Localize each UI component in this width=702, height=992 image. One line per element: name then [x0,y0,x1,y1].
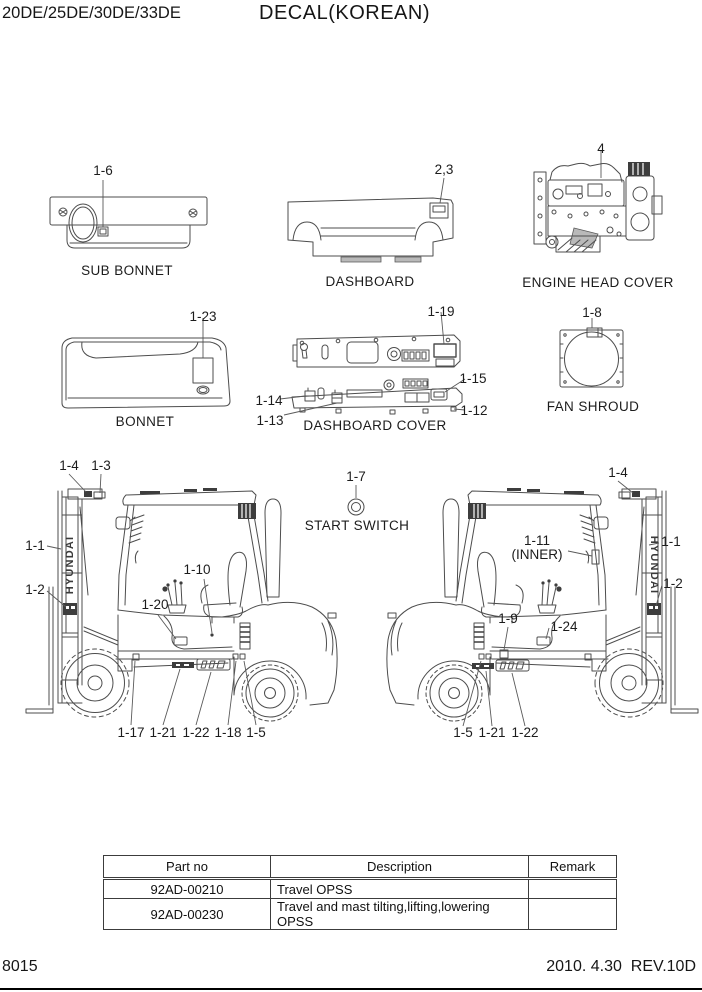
forklift-views-drawing [22,455,702,747]
callout-1-24: 1-24 [550,619,578,634]
callout-1-4-right: 1-4 [608,465,628,480]
mast-brand-text-right: HYUNDAI [648,535,661,595]
mast-brand-text-left: HYUNDAI [63,535,76,595]
start-switch-icon [348,485,364,515]
fan-shroud-drawing [552,318,687,400]
table-row [104,879,617,899]
callout-1-13: 1-13 [256,413,284,428]
callout-2-3: 2,3 [434,162,454,177]
callout-4: 4 [597,141,605,156]
cell-part-no: 92AD-00230 [104,899,271,930]
callout-1-4: 1-4 [59,458,79,473]
header-description: Description [271,856,529,879]
callout-1-14: 1-14 [255,393,283,408]
start-switch-caption: START SWITCH [304,518,410,533]
callout-1-3: 1-3 [91,458,111,473]
callout-1-18: 1-18 [214,725,242,740]
callout-1-2-right: 1-2 [663,576,683,591]
callout-1-11: 1-11 [523,533,551,548]
parts-table-header-row [104,856,617,879]
cell-remark [529,899,617,930]
revision-date: 2010. 4.30 REV.10D [546,958,696,975]
callout-1-5: 1-5 [246,725,266,740]
sub-bonnet-drawing [40,180,220,268]
model-code: 20DE/25DE/30DE/33DE [2,4,181,22]
cell-remark [529,879,617,899]
header-part-no: Part no [104,856,271,879]
callout-1-11-inner: (INNER) [511,547,563,562]
forklift-right-view [387,481,698,726]
callout-1-21: 1-21 [149,725,177,740]
page-title: DECAL(KOREAN) [259,2,430,24]
dashboard-cover-caption: DASHBOARD COVER [303,418,447,433]
cell-description: Travel OPSS [271,879,529,899]
callout-1-23: 1-23 [189,309,217,324]
dashboard-cover-drawing [252,312,468,433]
bonnet-caption: BONNET [115,414,175,429]
cell-description: Travel and mast tilting,lifting,lowering OPSS [271,899,529,930]
engine-head-cover-drawing [528,150,668,263]
callout-1-12: 1-12 [460,403,488,418]
header-remark: Remark [529,856,617,879]
callout-1-8: 1-8 [582,305,602,320]
callout-1-2: 1-2 [25,582,45,597]
callout-1-6: 1-6 [93,163,113,178]
dashboard-caption: DASHBOARD [325,274,415,289]
callout-1-9: 1-9 [498,611,518,626]
table-row [104,899,617,930]
callout-1-1-right: 1-1 [661,534,681,549]
callout-1-15: 1-15 [459,371,487,386]
callout-1-22-right: 1-22 [511,725,539,740]
callout-1-5-right: 1-5 [453,725,473,740]
bottom-rule [0,988,702,990]
callout-1-21-right: 1-21 [478,725,506,740]
callout-1-20: 1-20 [141,597,169,612]
callout-1-22: 1-22 [182,725,210,740]
callout-1-7: 1-7 [346,469,366,484]
callout-1-19: 1-19 [427,304,455,319]
bonnet-drawing [52,318,242,422]
fan-shroud-caption: FAN SHROUD [546,399,640,414]
page-number: 8015 [2,958,38,975]
callout-1-10: 1-10 [183,562,211,577]
parts-table [103,855,617,930]
callout-1-17: 1-17 [117,725,145,740]
sub-bonnet-caption: SUB BONNET [81,263,173,278]
cell-part-no: 92AD-00210 [104,879,271,899]
dashboard-drawing [283,178,458,287]
callout-1-1: 1-1 [25,538,45,553]
engine-head-cover-caption: ENGINE HEAD COVER [522,275,674,290]
forklift-left-view [26,474,337,725]
